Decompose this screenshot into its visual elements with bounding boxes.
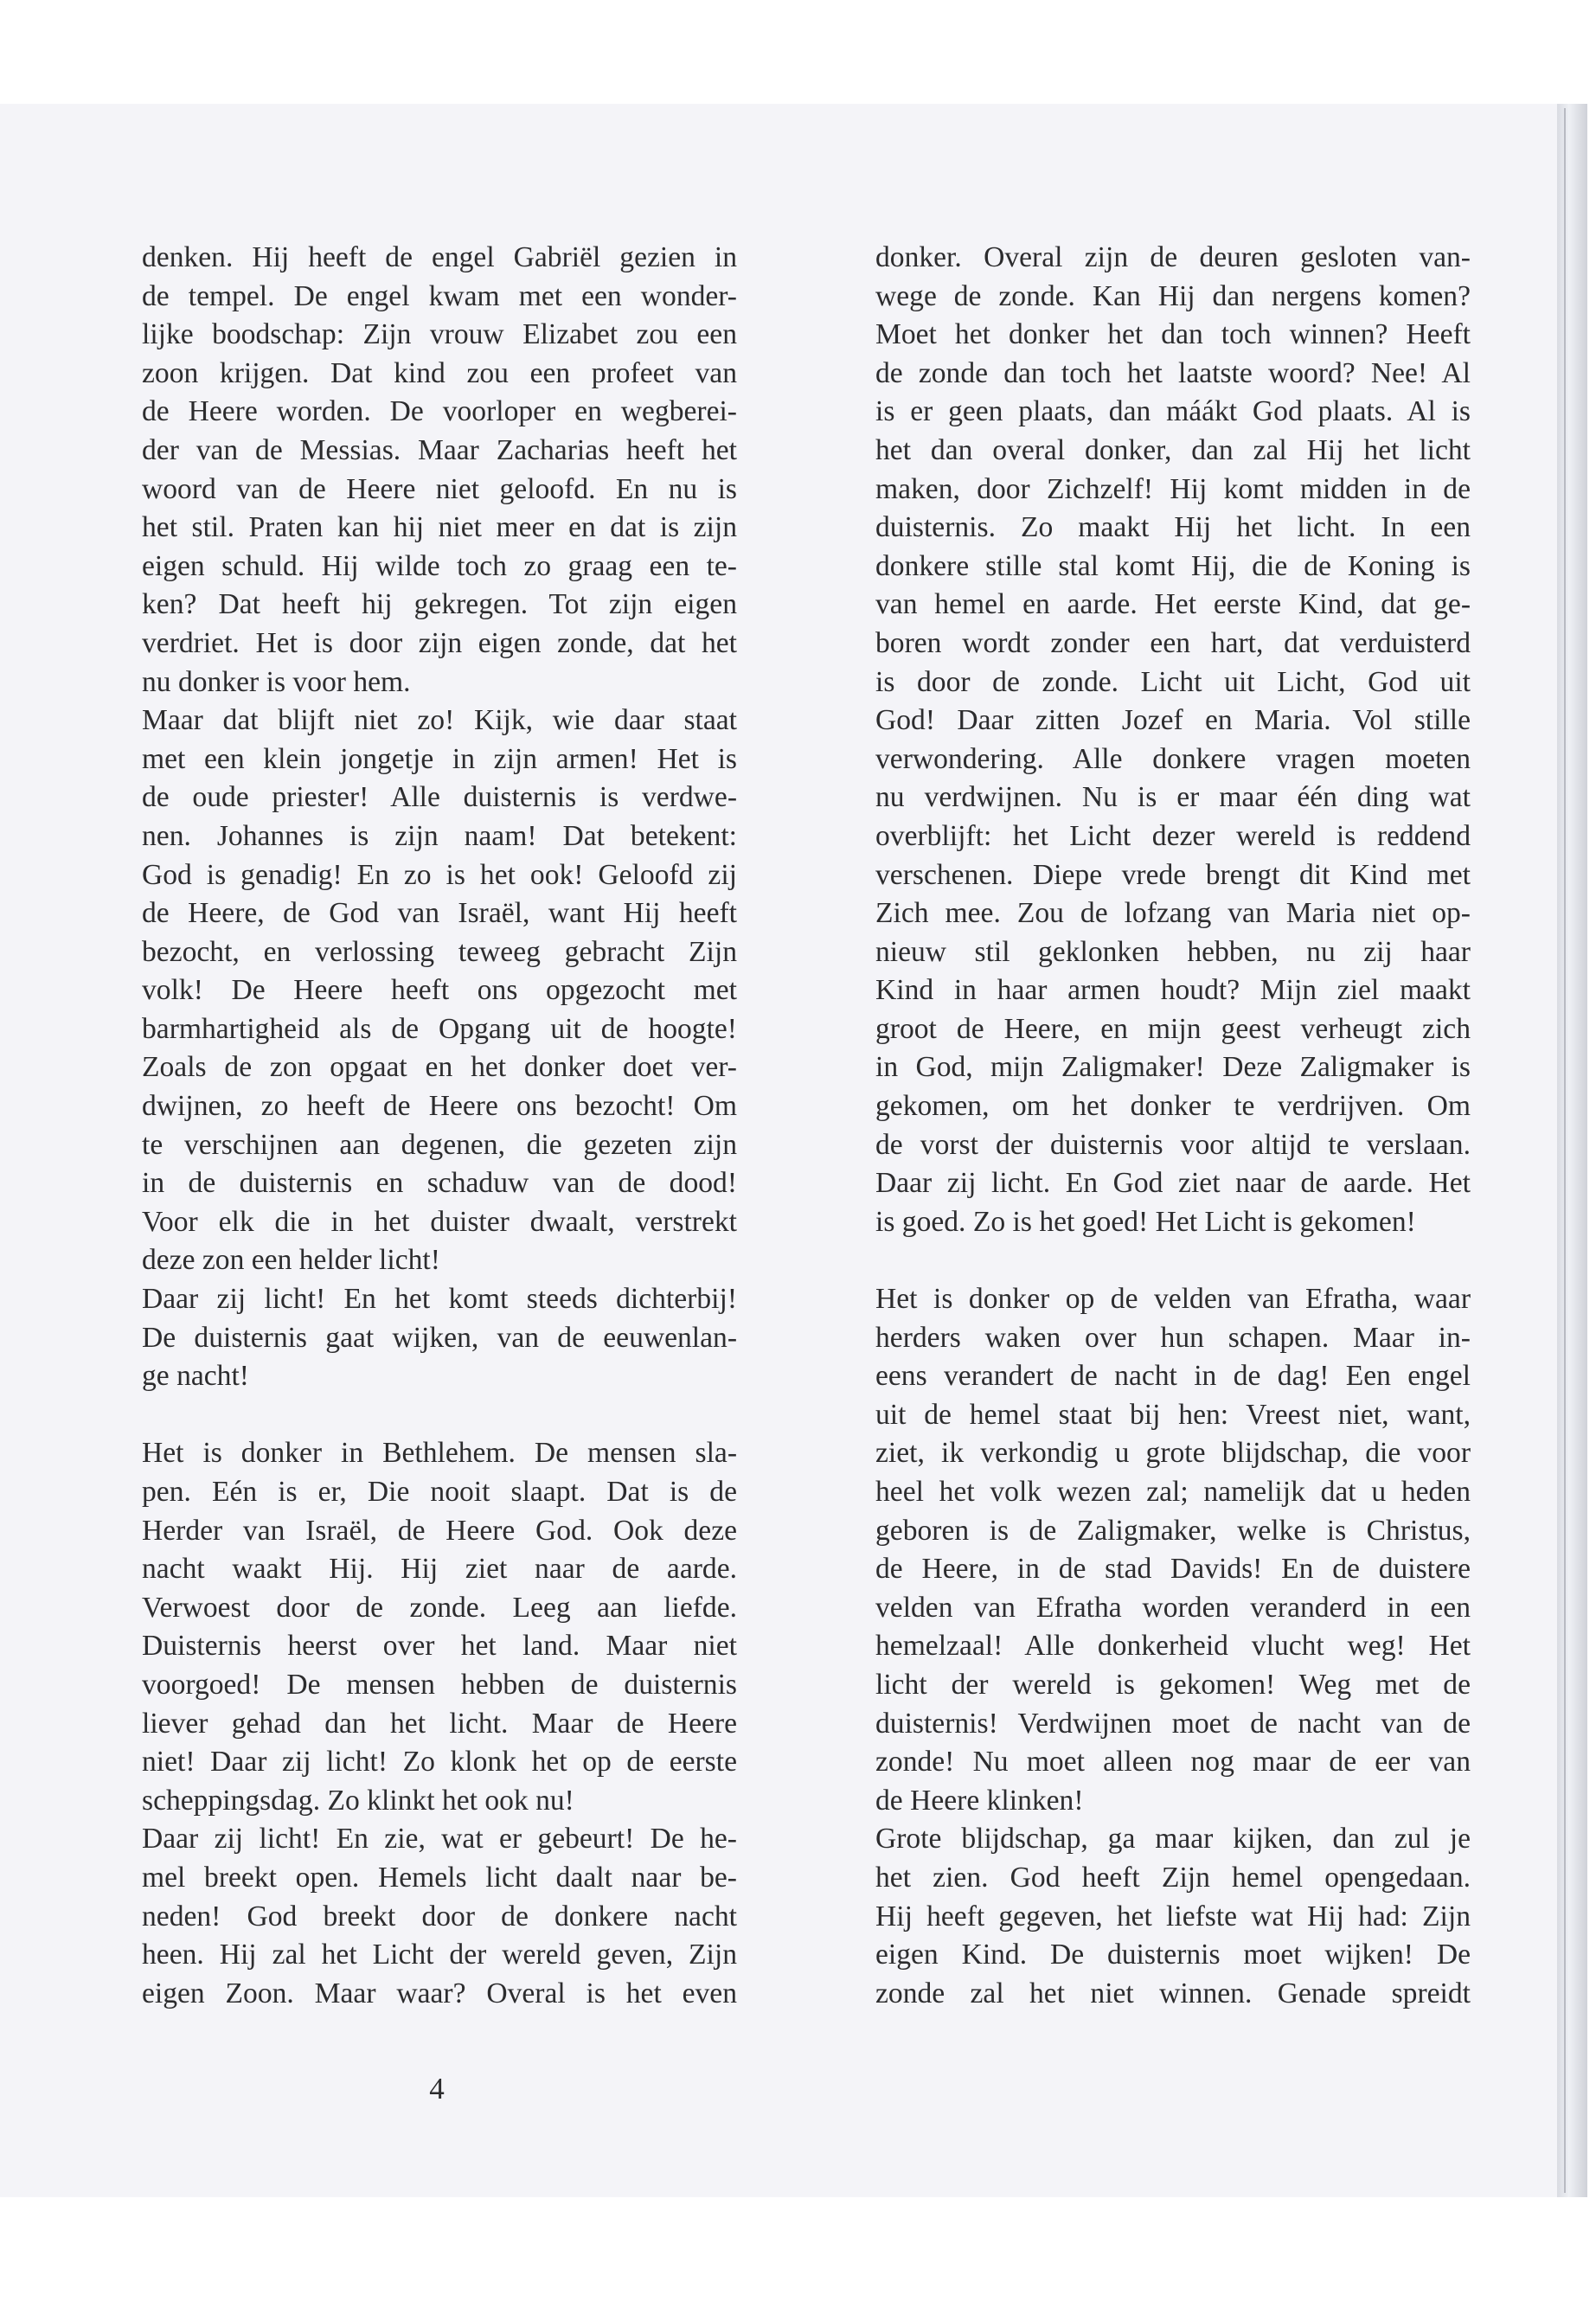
text-line: Daar zij licht! En zie, wat er gebeurt! De he- — [142, 1823, 737, 1856]
page-number: 4 — [429, 2072, 445, 2106]
text-line: Grote blijdschap, ga maar kijken, dan zul je — [875, 1823, 1471, 1856]
text-line: Daar zij licht. En God ziet naar de aarde. Het — [875, 1167, 1471, 1200]
text-line: donkere stille stal komt Hij, die de Koning is — [875, 549, 1471, 582]
text-line: ziet, ik verkondig u grote blijdschap, die voor — [875, 1437, 1471, 1470]
text-line: de Heere, de God van Israël, want Hij heeft — [142, 897, 737, 930]
text-line: Moet het donker het dan toch winnen? Heeft — [875, 318, 1471, 351]
text-line: niet! Daar zij licht! Zo klonk het op de eerste — [142, 1746, 737, 1779]
text-line: zonde zal het niet winnen. Genade spreidt — [875, 1977, 1471, 2009]
text-line: in de duisternis en schaduw van de dood! — [142, 1167, 737, 1200]
text-line: Het is donker op de velden van Efratha, waar — [875, 1283, 1471, 1316]
text-line: boren wordt zonder een hart, dat verduisterd — [875, 626, 1471, 659]
text-line: in God, mijn Zaligmaker! Deze Zaligmaker is — [875, 1051, 1471, 1084]
text-line: hemelzaal! Alle donkerheid vlucht weg! Het — [875, 1630, 1471, 1663]
text-line: liever gehad dan het licht. Maar de Heere — [142, 1707, 737, 1740]
text-line: met een klein jongetje in zijn armen! Het is — [142, 742, 737, 775]
text-line: mel breekt open. Hemels licht daalt naar be- — [142, 1861, 737, 1894]
text-line: de Heere klinken! — [875, 1784, 1084, 1817]
text-line: Zoals de zon opgaat en het donker doet ver- — [142, 1051, 737, 1084]
text-line: is goed. Zo is het goed! Het Licht is gekomen! — [875, 1205, 1416, 1238]
text-line: Zich mee. Zou de lofzang van Maria niet op- — [875, 897, 1471, 930]
text-line: de zonde dan toch het laatste woord? Nee! Al — [875, 356, 1471, 389]
text-line: bezocht, en verlossing teweeg gebracht Zijn — [142, 935, 737, 968]
text-line: het dan overal donker, dan zal Hij het licht — [875, 433, 1471, 466]
text-line: van hemel en aarde. Het eerste Kind, dat ge- — [875, 588, 1471, 621]
text-line: der van de Messias. Maar Zacharias heeft het — [142, 433, 737, 466]
text-line: Verwoest door de zonde. Leeg aan liefde. — [142, 1591, 737, 1624]
text-line: De duisternis gaat wijken, van de eeuwenlan- — [142, 1321, 737, 1354]
text-line: de oude priester! Alle duisternis is verdwe- — [142, 781, 737, 814]
text-line: de vorst der duisternis voor altijd te verslaan. — [875, 1128, 1471, 1161]
text-line: Duisternis heerst over het land. Maar niet — [142, 1630, 737, 1663]
text-line: verdriet. Het is door zijn eigen zonde, dat het — [142, 626, 737, 659]
text-line: uit de hemel staat bij hen: Vreest niet, want, — [875, 1398, 1471, 1431]
text-line: denken. Hij heeft de engel Gabriël gezien in — [142, 241, 737, 273]
text-line: Hij heeft gegeven, het liefste wat Hij had: Zijn — [875, 1900, 1471, 1932]
text-line: nieuw stil geklonken hebben, nu zij haar — [875, 935, 1471, 968]
text-line: overblijft: het Licht dezer wereld is reddend — [875, 819, 1471, 852]
text-line: wege de zonde. Kan Hij dan nergens komen? — [875, 279, 1471, 312]
text-line: donker. Overal zijn de deuren gesloten van- — [875, 241, 1471, 273]
text-line: eigen schuld. Hij wilde toch zo graag een te- — [142, 549, 737, 582]
text-line: volk! De Heere heeft ons opgezocht met — [142, 974, 737, 1007]
text-line: licht der wereld is gekomen! Weg met de — [875, 1668, 1471, 1701]
text-line: Herder van Israël, de Heere God. Ook deze — [142, 1514, 737, 1547]
text-line: duisternis! Verdwijnen moet de nacht van de — [875, 1707, 1471, 1740]
text-line: Voor elk die in het duister dwaalt, verstrekt — [142, 1205, 737, 1238]
text-line: is door de zonde. Licht uit Licht, God uit — [875, 665, 1471, 698]
text-line: woord van de Heere niet geloofd. En nu is — [142, 472, 737, 505]
text-line: het stil. Praten kan hij niet meer en dat is zijn — [142, 511, 737, 544]
text-line: het zien. God heeft Zijn hemel opengedaan. — [875, 1861, 1471, 1894]
text-line: scheppingsdag. Zo klinkt het ook nu! — [142, 1784, 574, 1817]
text-line: Maar dat blijft niet zo! Kijk, wie daar staat — [142, 704, 737, 737]
text-line: Het is donker in Bethlehem. De mensen sla- — [142, 1437, 737, 1470]
text-line: God! Daar zitten Jozef en Maria. Vol stille — [875, 704, 1471, 737]
text-line: nen. Johannes is zijn naam! Dat betekent: — [142, 819, 737, 852]
text-line: eigen Kind. De duisternis moet wijken! De — [875, 1939, 1471, 1971]
text-line: maken, door Zichzelf! Hij komt midden in de — [875, 472, 1471, 505]
text-line: verschenen. Diepe vrede brengt dit Kind met — [875, 858, 1471, 891]
text-line: de tempel. De engel kwam met een wonder- — [142, 279, 737, 312]
text-line: heel het volk wezen zal; namelijk dat u heden — [875, 1476, 1471, 1508]
text-line: pen. Eén is er, Die nooit slaapt. Dat is de — [142, 1476, 737, 1508]
paragraph-gap — [875, 1241, 1471, 1280]
text-line: de Heere worden. De voorloper en wegberei- — [142, 395, 737, 428]
text-line: voorgoed! De mensen hebben de duisternis — [142, 1668, 737, 1701]
text-line: groot de Heere, en mijn geest verheugt zich — [875, 1012, 1471, 1045]
text-line: ge nacht! — [142, 1360, 249, 1393]
text-line: nacht waakt Hij. Hij ziet naar de aarde. — [142, 1553, 737, 1586]
text-line: nu donker is voor hem. — [142, 665, 411, 698]
right-column — [875, 239, 1471, 2013]
text-line: is er geen plaats, dan máákt God plaats. Al is — [875, 395, 1471, 428]
text-line: geboren is de Zaligmaker, welke is Christus, — [875, 1514, 1471, 1547]
text-line: barmhartigheid als de Opgang uit de hoogte! — [142, 1012, 737, 1045]
text-line: neden! God breekt door de donkere nacht — [142, 1900, 737, 1932]
text-line: herders waken over hun schapen. Maar in- — [875, 1321, 1471, 1354]
text-line: te verschijnen aan degenen, die gezeten zijn — [142, 1128, 737, 1161]
text-line: zoon krijgen. Dat kind zou een profeet van — [142, 356, 737, 389]
text-line: heen. Hij zal het Licht der wereld geven, Zijn — [142, 1939, 737, 1971]
text-line: Kind in haar armen houdt? Mijn ziel maakt — [875, 974, 1471, 1007]
text-line: zonde! Nu moet alleen nog maar de eer van — [875, 1746, 1471, 1779]
text-line: eigen Zoon. Maar waar? Overal is het even — [142, 1977, 737, 2009]
text-line: de Heere, in de stad Davids! En de duistere — [875, 1553, 1471, 1586]
text-line: eens verandert de nacht in de dag! Een engel — [875, 1360, 1471, 1393]
paragraph-gap — [142, 1396, 737, 1435]
text-line: Daar zij licht! En het komt steeds dichterbij! — [142, 1283, 737, 1316]
page-edge-line — [1564, 108, 1566, 2193]
text-line: God is genadig! En zo is het ook! Geloofd zij — [142, 858, 737, 891]
text-line: ken? Dat heeft hij gekregen. Tot zijn eigen — [142, 588, 737, 621]
left-column — [142, 239, 737, 2013]
text-line: nu verdwijnen. Nu is er maar één ding wat — [875, 781, 1471, 814]
text-line: deze zon een helder licht! — [142, 1244, 440, 1277]
text-line: verwondering. Alle donkere vragen moeten — [875, 742, 1471, 775]
text-line: lijke boodschap: Zijn vrouw Elizabet zou een — [142, 318, 737, 351]
page-edge — [1557, 104, 1587, 2197]
text-line: gekomen, om het donker te verdrijven. Om — [875, 1090, 1471, 1123]
text-line: duisternis. Zo maakt Hij het licht. In een — [875, 511, 1471, 544]
text-line: velden van Efratha worden veranderd in een — [875, 1591, 1471, 1624]
text-line: dwijnen, zo heeft de Heere ons bezocht! Om — [142, 1090, 737, 1123]
